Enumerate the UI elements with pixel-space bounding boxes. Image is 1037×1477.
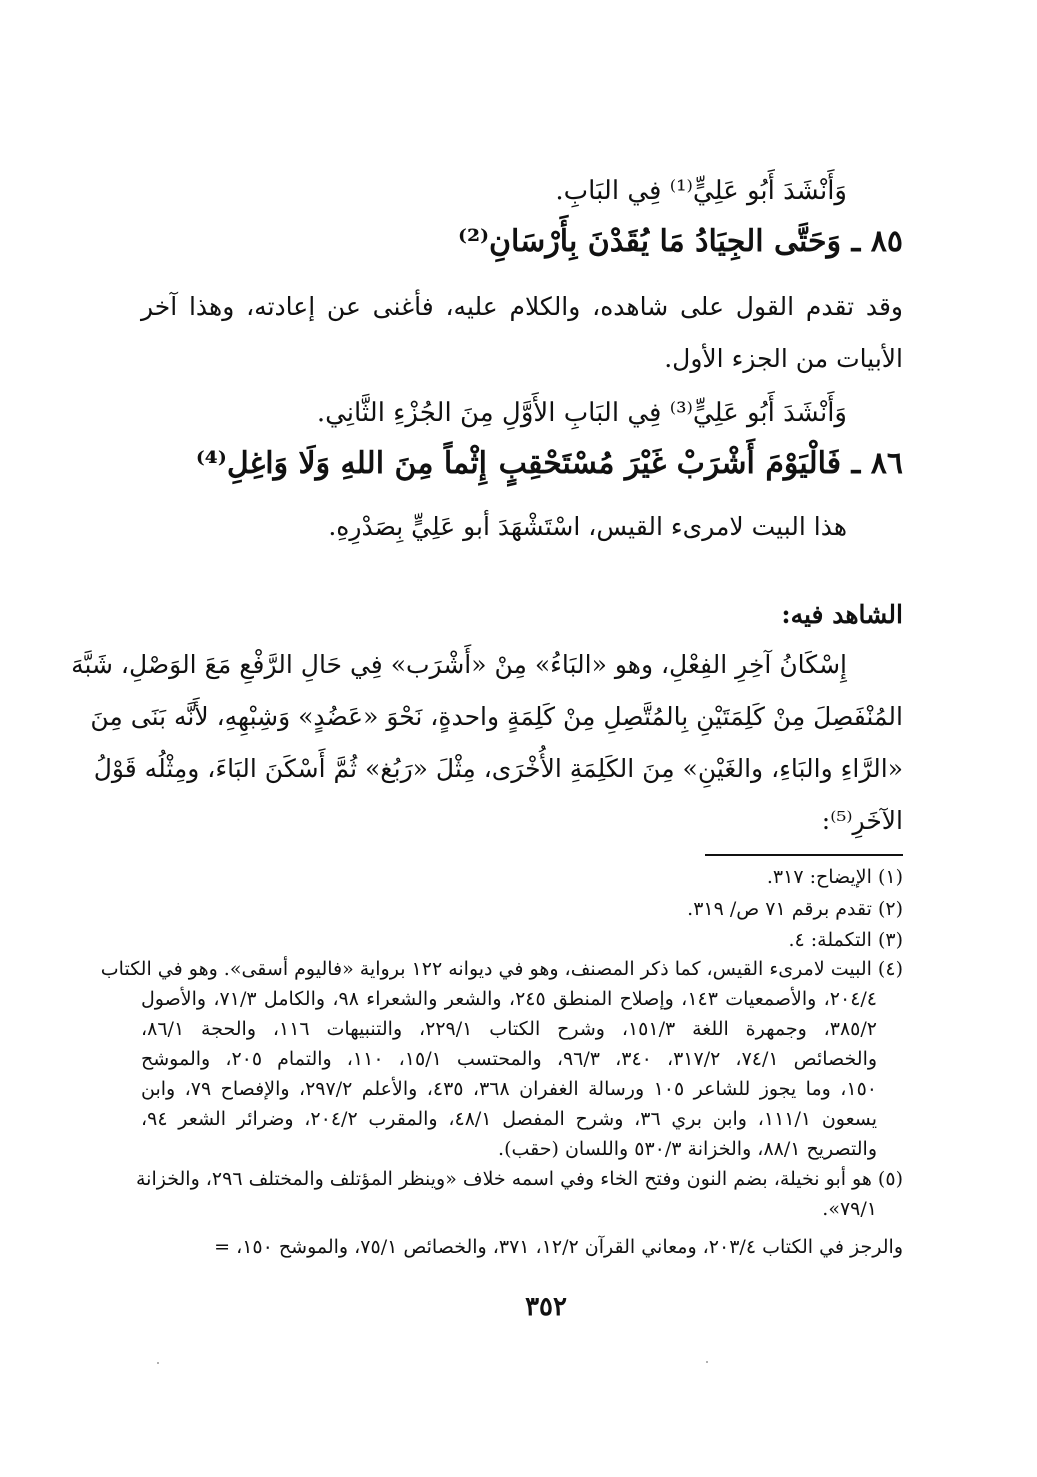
footnote-4-line: (٤) البيت لامرىء القيس، كما ذكر المصنف، وهو في ديوانه ١٢٢ برواية «فاليوم أسقى». وهو في الكتاب	[100, 958, 903, 980]
footnote-4-line: ١٥٠، وما يجوز للشاعر ١٠٥ ورسالة الغفران ٣٦٨، ٤٣٥، والأعلم ٢٩٧/٢، والإفصاح ٧٩، وابن	[141, 1078, 877, 1100]
footnote-5-line: (٥) هو أبو نخيلة، بضم النون وفتح الخاء وفي اسمه خلاف «وينظر المؤتلف والمختلف ٢٩٦، والخزانة	[136, 1168, 903, 1190]
verse-intro-86: وَأَنْشَدَ أَبُو عَلِيٍّ⁽³⁾ فِي البَابِ الأَوَّلِ مِنَ الجُزْءِ الثَّانِي.	[316, 398, 847, 428]
paragraph-line: «الرَّاءِ والبَاءِ، والغَيْنِ» مِنَ الكَلِمَةِ الأُخْرَى، مِثْلَ «رَبُغ» ثُمَّ أَسْكَنَ البَاءَ، ومِثْلُه قَوْلُ	[93, 754, 903, 783]
section-heading: الشاهد فيه:	[781, 600, 903, 629]
paragraph-line: المُنْفَصِلَ مِنْ كَلِمَتَيْنِ بِالمُتَّصِلِ مِنْ كَلِمَةٍ واحدةٍ، نَحْوَ «عَضُدٍ» وَشِبْهِهِ، لأَنَّه بَنَى مِنَ	[90, 702, 903, 731]
verse-86-first-hemistich: ٨٦ ـ فَالْيَوْمَ أَشْرَبْ غَيْرَ مُسْتَحْقِبٍ	[498, 446, 903, 481]
paragraph-line: الآخَرِ⁽⁵⁾:	[821, 806, 903, 835]
footnote-1: (١) الإيضاح: ٣١٧.	[766, 866, 903, 888]
footnote-4-line: ٣٨٥/٢، وجمهرة اللغة ١٥١/٣، وشرح الكتاب ٢٢٩/١، والتنبيهات ١١٦، والحجة ٨٦/١،	[141, 1018, 877, 1040]
footnote-3: (٣) التكملة: ٤.	[788, 929, 903, 951]
footnote-continuation: والرجز في الكتاب ٢٠٣/٤، ومعاني القرآن ١٢/٢، ٣٧١، والخصائص ٧٥/١، والموشح ١٥٠، =	[214, 1236, 903, 1258]
paragraph-line: الأبيات من الجزء الأول.	[664, 344, 903, 373]
verse-85: ٨٥ ـ وَحَتَّى الجِيَادُ مَا يُقَدْنَ بِأَرْسَانِ⁽²⁾	[458, 224, 903, 259]
verse-intro-85: وَأَنْشَدَ أَبُو عَلِيٍّ⁽¹⁾ فِي البَابِ.	[555, 176, 847, 206]
paragraph-line: وقد تقدم القول على شاهده، والكلام عليه، فأغنى عن إعادته، وهذا آخر	[141, 292, 903, 321]
verse-86-second-hemistich: إِثْماً مِنَ اللهِ وَلَا وَاغِلِ⁽⁴⁾	[195, 446, 487, 481]
footnote-4-line: يسعون ١١١/١، وابن بري ٣٦، وشرح المفصل ٤٨/١، والمقرب ٢٠٤/٢، وضرائر الشعر ٩٤،	[141, 1108, 878, 1130]
footnote-4-line: والتصريح ٨٨/١، والخزانة ٥٣٠/٣ واللسان (حقب).	[498, 1138, 877, 1160]
footnote-4-line: والخصائص ٧٤/١، ٣١٧/٢، ٣٤٠، ٩٦/٣، والمحتسب ١٥/١، ١١٠، والتمام ٢٠٥، والموشح	[141, 1048, 878, 1070]
scan-speck	[157, 1362, 159, 1364]
footnote-4-line: ٢٠٤/٤، والأصمعيات ١٤٣، وإصلاح المنطق ٢٤٥، والشعر والشعراء ٩٨، والكامل ٧١/٣، والأصول	[141, 988, 878, 1010]
footnote-5-line: ٧٩/١».	[822, 1198, 877, 1220]
paragraph-line: إِسْكَانُ آخِرِ الفِعْلِ، وهو «البَاءُ» مِنْ «أَشْرَب» فِي حَالِ الرَّفْعِ مَعَ الوَصْلِ، شَبَّهَ	[71, 650, 847, 679]
page-number: ٣٥٢	[525, 1292, 567, 1322]
footnote-divider	[705, 854, 903, 856]
paragraph-line: هذا البيت لامرىء القيس، اسْتَشْهَدَ أبو عَلِيٍّ بِصَدْرِهِ.	[328, 512, 847, 541]
footnote-2: (٢) تقدم برقم ٧١ ص/ ٣١٩.	[687, 898, 903, 920]
scan-speck	[706, 1361, 708, 1363]
